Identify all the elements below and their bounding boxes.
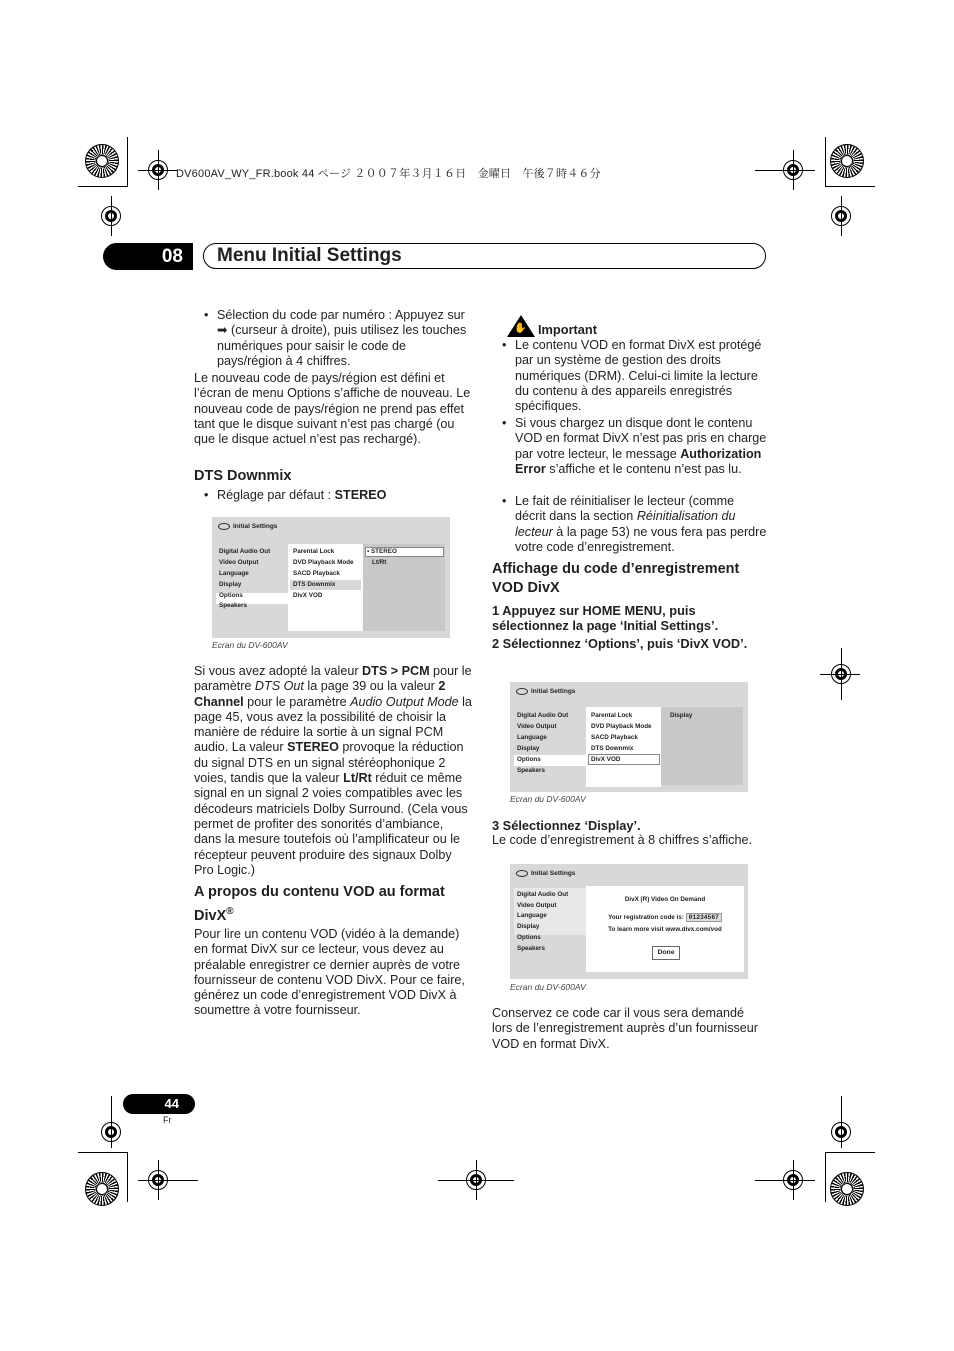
registration-line <box>755 1180 815 1181</box>
menu-item: Options <box>219 592 243 599</box>
registration-dialog <box>586 886 744 972</box>
registration-line <box>476 1160 477 1200</box>
chapter-title: Menu Initial Settings <box>217 245 402 266</box>
crop-mark <box>825 186 875 187</box>
figure-caption: Ecran du DV-600AV <box>212 640 288 650</box>
registration-line <box>755 170 815 171</box>
info-url-line: To learn more visit www.divx.com/vod <box>608 926 722 933</box>
option-item: DTS Downmix <box>591 745 634 752</box>
screen-title: Initial Settings <box>218 523 277 530</box>
chapter-number: 08 <box>103 243 193 270</box>
step-3: 3 Sélectionnez ‘Display’. <box>492 818 641 833</box>
menu-item: Video Output <box>517 723 557 730</box>
registration-line <box>841 196 842 236</box>
option-item: DVD Playback Mode <box>591 723 652 730</box>
crop-mark <box>825 1152 875 1153</box>
menu-item: Display <box>517 923 540 930</box>
crop-mark <box>78 186 128 187</box>
disc-icon <box>516 870 528 877</box>
list-item: • Sélection du code par numéro : Appuyez sur ➡ (curseur à droite), puis utilisez les touches numériques pour saisir le code de pays/région à 4 chiffres. <box>204 308 467 368</box>
menu-item: Digital Audio Out <box>517 712 569 719</box>
registration-line <box>138 1180 198 1181</box>
menu-item: Speakers <box>517 767 546 774</box>
paragraph: Si vous avez adopté la valeur DTS > PCM pour le paramètre DTS Out la page 39 ou la valeur 2 Channel pour le paramètre Audio Output Mode la page 45, vous avez la possibilité de choisir la manière de réduire la sortie à un signal PCM audio. La valeur STEREO provoque la réduction du signal DTS en un signal stéréophonique 2 voies, tandis que la valeur Lt/Rt réduit ce même signal en un signal 2 voies compatibles avec les décodeurs matriciels Dolby Surround. (Cela vous permet de profiter des sonorités d’ambiance, dans la mesure toutefois où l’amplificateur ou le récepteur peuvent produire des signaux Dolby Pro Logic.) <box>194 664 472 877</box>
registration-line <box>793 150 794 190</box>
menu-item: Language <box>219 570 249 577</box>
list-item: • Si vous chargez un disque dont le contenu VOD en format DivX n’est pas pris en charge par votre lecteur, le message Authorization Error s’affiche et le contenu n’est pas lu. <box>502 416 767 476</box>
list-item: • Le contenu VOD en format DivX est protégé par un système de gestion des droits numériques (DRM). Celui-ci limite la lecture du contenu à des appareils enregistrés spécifiques. <box>502 338 762 414</box>
registration-code-line: Your registration code is: 01234567 <box>586 914 744 921</box>
registration-line <box>111 1096 112 1148</box>
done-button[interactable]: Done <box>652 946 680 960</box>
registration-starburst <box>85 144 119 178</box>
menu-item: Display <box>517 745 540 752</box>
option-item: Parental Lock <box>293 548 335 555</box>
menu-item: Language <box>517 912 547 919</box>
crop-mark <box>78 1152 128 1153</box>
crop-mark <box>127 1152 128 1202</box>
value-panel <box>363 544 445 631</box>
option-item: SACD Playback <box>591 734 638 741</box>
registration-line <box>841 648 842 700</box>
disc-icon <box>218 523 230 530</box>
registration-code: 01234567 <box>686 913 722 922</box>
section-heading: DTS Downmix <box>194 468 292 484</box>
figure-caption: Ecran du DV-600AV <box>510 982 586 992</box>
menu-item: Display <box>219 581 242 588</box>
disc-icon <box>516 688 528 695</box>
print-header: DV600AV_WY_FR.book 44 ページ ２００７年３月１６日 金曜日 午後７時４６分 <box>176 168 601 180</box>
paragraph: Pour lire un contenu VOD (vidéo à la demande) en format DivX sur ce lecteur, vous devez au préalable enregistrer ce dernier auprès de votre fournisseur de contenu VOD DivX. Pour ce faire, générez un code d’enregistrement VOD DivX à soumettre à votre fournisseur. <box>194 927 465 1018</box>
registration-line <box>158 1160 159 1200</box>
list-item: • Le fait de réinitialiser le lecteur (comme décrit dans la section Réinitialisation du lecteur à la page 53) ne vous fera pas perdre votre code d’enregistrement. <box>502 494 767 554</box>
menu-item: Digital Audio Out <box>517 891 569 898</box>
menu-item: Speakers <box>517 945 546 952</box>
registration-starburst <box>830 144 864 178</box>
important-label: Important <box>538 322 598 337</box>
paragraph: Le nouveau code de pays/région est défini et l’écran de menu Options s’affiche de nouveau. Le nouveau code de pays/région ne prend pas effet tant que le disque suivant n’est pas chargé (ou que le disque actuel n’est pas rechargé). <box>194 371 471 447</box>
option-item: DivX VOD <box>591 756 621 763</box>
registration-line <box>820 674 860 675</box>
screen-dts-downmix <box>212 517 450 638</box>
option-item: DivX VOD <box>293 592 323 599</box>
value-item: Lt/Rt <box>372 559 387 566</box>
menu-item: Digital Audio Out <box>219 548 271 555</box>
menu-item: Video Output <box>517 902 557 909</box>
registration-starburst <box>830 1172 864 1206</box>
registration-line <box>111 196 112 236</box>
registration-line <box>793 1160 794 1200</box>
page-language: Fr <box>163 1115 172 1125</box>
step-1: 1 Appuyez sur HOME MENU, puis sélectionnez la page ‘Initial Settings’. <box>492 603 719 634</box>
step-2: 2 Sélectionnez ‘Options’, puis ‘DivX VOD’. <box>492 636 748 651</box>
screen-divx-vod <box>510 682 748 792</box>
menu-item: Options <box>517 756 541 763</box>
crop-mark <box>825 1152 826 1202</box>
screen-title: Initial Settings <box>516 870 575 877</box>
warning-icon-glyph: ✋ <box>514 323 527 334</box>
option-item: DTS Downmix <box>293 581 336 588</box>
menu-item: Options <box>517 934 541 941</box>
paragraph: Conservez ce code car il vous sera demandé lors de l’enregistrement auprès d’un fournisseur VOD en format DivX. <box>492 1006 759 1051</box>
section-heading: A propos du contenu VOD au format DivX® <box>194 884 445 924</box>
option-item: DVD Playback Mode <box>293 559 354 566</box>
value-item: Display <box>670 712 693 719</box>
dialog-title: DivX (R) Video On Demand <box>624 896 706 903</box>
screen-registration-code <box>510 864 748 979</box>
option-item: Parental Lock <box>591 712 633 719</box>
list-item: • Réglage par défaut : STEREO <box>204 488 387 502</box>
registration-line <box>158 150 159 190</box>
section-heading: Affichage du code d’enregistrement VOD DivX <box>492 561 740 596</box>
registration-starburst <box>85 1172 119 1206</box>
crop-mark <box>825 137 826 187</box>
menu-item: Language <box>517 734 547 741</box>
option-item: SACD Playback <box>293 570 340 577</box>
paragraph: Le code d’enregistrement à 8 chiffres s’affiche. <box>492 833 752 847</box>
screen-title: Initial Settings <box>516 688 575 695</box>
value-item: ▪ STEREO <box>367 548 397 555</box>
page-number: 44 <box>123 1094 195 1114</box>
figure-caption: Ecran du DV-600AV <box>510 794 586 804</box>
menu-item: Video Output <box>219 559 259 566</box>
crop-mark <box>127 137 128 187</box>
menu-item: Speakers <box>219 602 248 609</box>
registration-line <box>841 1096 842 1148</box>
